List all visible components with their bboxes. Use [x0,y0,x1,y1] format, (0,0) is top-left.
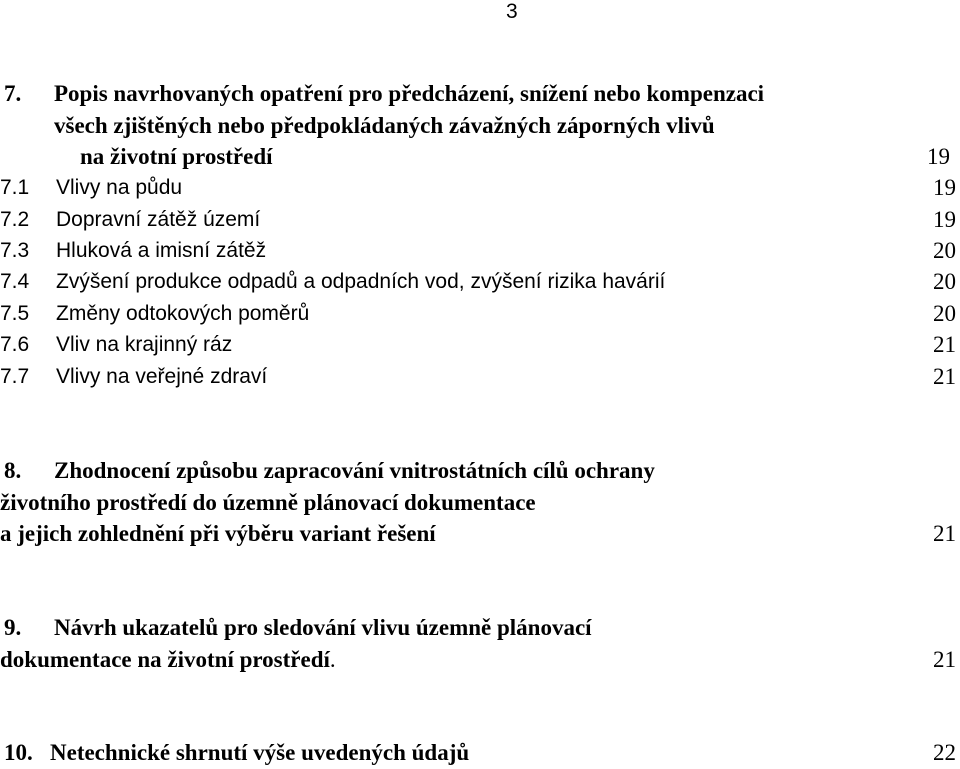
section-title: Popis navrhovaných opatření pro předcházení, snížení nebo kompenzaci [54,81,765,106]
section-title: Zhodnocení způsobu zapracování vnitrostátních cílů ochrany [54,458,655,483]
section-number: 10. [4,740,33,765]
toc-entry-7-1[interactable] [0,172,960,204]
page-ref: 21 [933,521,956,546]
subsection-number: 7.3 [0,239,30,262]
section-title: Netechnické shrnutí výše uvedených údajů [50,740,470,765]
section-title-cont: životního prostředí do územně plánovací dokumentace [0,490,536,515]
subsection-title: Změny odtokových poměrů [56,302,310,325]
page-ref: 20 [933,301,956,326]
subsection-number: 7.2 [0,208,30,231]
page-ref: 19 [933,207,956,232]
page-ref: 21 [933,364,956,389]
subsection-title: Vliv na krajinný ráz [56,333,233,356]
subsection-number: 7.4 [0,270,30,293]
toc-entry-7-line-3[interactable] [0,141,960,173]
subsection-number: 7.5 [0,302,30,325]
section-title-cont: na životní prostředí [80,144,273,169]
section-title-cont [0,644,336,676]
page-ref: 19 [927,144,950,169]
section-number: 8. [4,458,22,483]
toc-entry-7-3[interactable] [0,235,960,267]
page-ref: 20 [933,269,956,294]
section-title-cont: všech zjištěných nebo předpokládaných závažných záporných vlivů [54,113,715,138]
section-title: Návrh ukazatelů pro sledování vlivu územně plánovací [54,615,592,640]
subsection-number: 7.7 [0,365,30,388]
toc-entry-7-line-2[interactable] [0,110,960,142]
toc-entry-9-line-2[interactable] [0,644,960,676]
toc-entry-7-line-1[interactable] [0,78,960,110]
section-title-text: dokumentace na životní prostředí [0,647,330,672]
subsection-title: Vlivy na půdu [56,176,183,199]
toc-entry-7-6[interactable] [0,329,960,361]
page-number: 3 [506,0,518,23]
toc-entry-8-line-2[interactable] [0,487,960,519]
subsection-title: Vlivy na veřejné zdraví [56,365,268,388]
subsection-title: Dopravní zátěž území [56,208,261,231]
page-ref: 19 [933,175,956,200]
toc-entry-9-line-1[interactable] [0,612,960,644]
page-ref: 20 [933,238,956,263]
page-ref: 22 [933,740,956,765]
page-ref: 21 [933,647,956,672]
toc-entry-7-4[interactable] [0,266,960,298]
toc-entry-8-line-3[interactable] [0,518,960,550]
toc-entry-7-7[interactable] [0,361,960,393]
toc-entry-7-2[interactable] [0,204,960,236]
toc-entry-7-5[interactable] [0,298,960,330]
subsection-title: Hluková a imisní zátěž [56,239,267,262]
section-number: 7. [4,81,22,106]
subsection-title: Zvýšení produkce odpadů a odpadních vod, zvýšení rizika havárií [56,270,666,293]
toc-entry-10[interactable] [0,737,960,769]
section-title-period: . [329,647,336,672]
toc-entry-8-line-1[interactable] [0,455,960,487]
page-ref: 21 [933,332,956,357]
subsection-number: 7.1 [0,176,30,199]
subsection-number: 7.6 [0,333,30,356]
section-number: 9. [4,615,22,640]
section-title-cont: a jejich zohlednění při výběru variant řešení [0,521,436,546]
